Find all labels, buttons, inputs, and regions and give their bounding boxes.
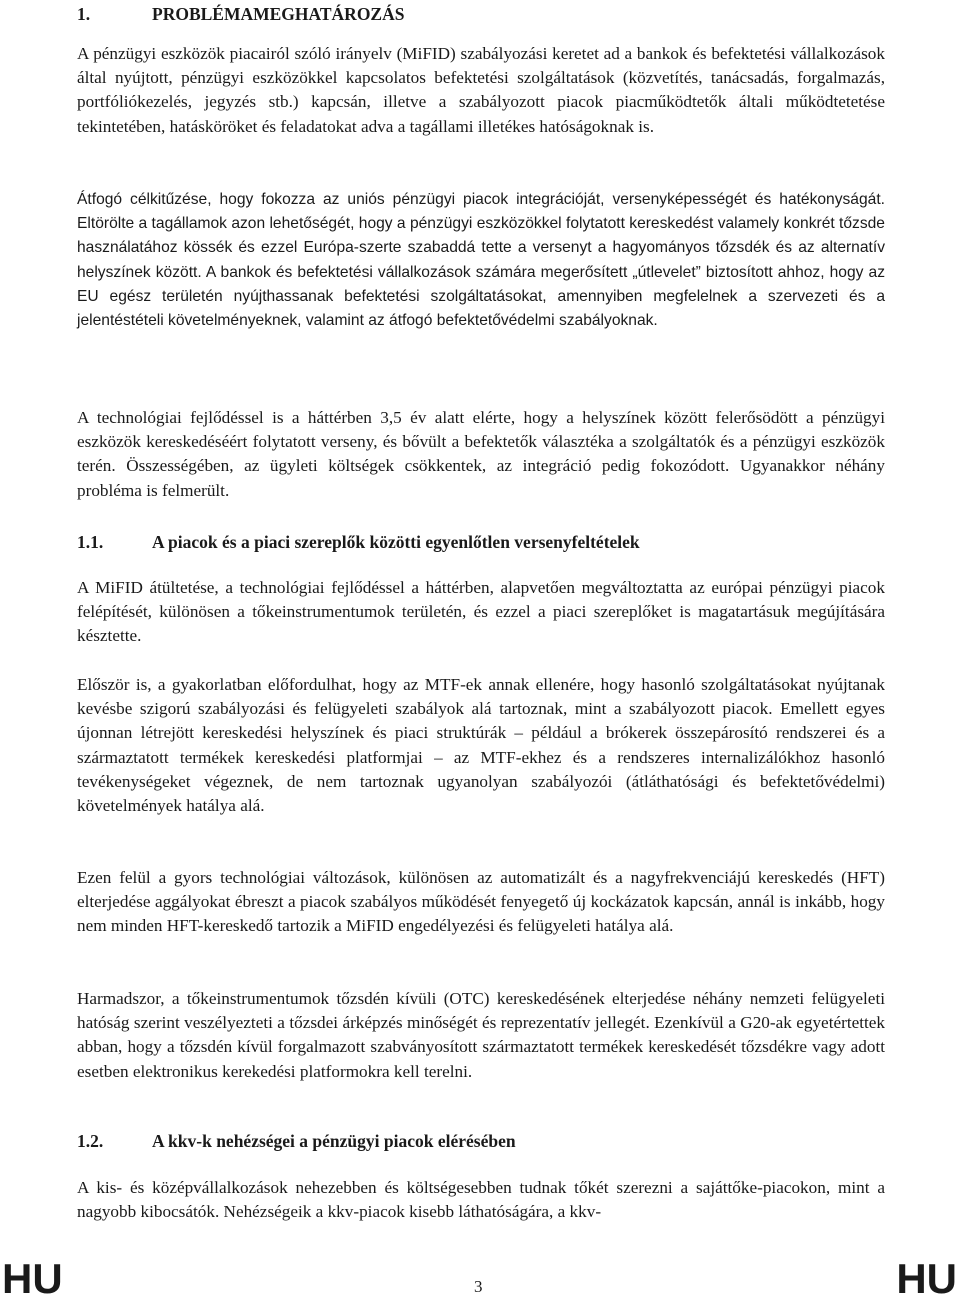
footer-language-label-left: HU [2, 1255, 63, 1302]
section-heading-1-2 [77, 1131, 516, 1151]
section-title: A kkv-k nehézségei a pénzügyi piacok elérésében [152, 1131, 516, 1151]
paragraph-objective-text: Átfogó célkitűzése, hogy fokozza az uniós pénzügyi piacok integrációját, versenyképességét és hatékonyságát. Eltörölte a tagállamok azon lehetőségét, hogy a pénzügyi eszközökkel folytatott kereskedést valamely konkrét tőzsde használatához kössék és ezzel Európa-szerte szabaddá tette a versenyt a hagyományos tőzsdék és az alternatív helyszínek között. A bankok és befektetési vállalkozások számára megerősített „útlevelet” biztosított ahhoz, hogy az EU egész területén nyújthassanak befektetési szolgáltatásokat, amennyiben megfelelnek a szervezeti és a jelentéstételi követelményeknek, valamint az átfogó befektetővédelmi szabályoknak. [77, 191, 885, 330]
section-title: PROBLÉMAMEGHATÁROZÁS [152, 4, 405, 24]
section-number: 1.1. [77, 532, 104, 552]
section-heading-1 [77, 4, 404, 24]
section-number: 1.2. [77, 1131, 104, 1151]
section-heading-1-1 [77, 532, 640, 552]
paragraph-technology: A technológiai fejlődéssel is a háttérben 3,5 év alatt elérte, hogy a helyszínek között felerősödött a pénzügyi eszközök kereskedéséért folytatott verseny, és bővült a befektetők választéka a szolgáltatók és a pénzügyi eszközök terén. Összességében, az ügyleti költségek csökkentek, az integráció pedig fokozódott. Ugyanakkor néhány probléma is felmerült. [77, 408, 885, 500]
paragraph-mtf: Először is, a gyakorlatban előfordulhat, hogy az MTF-ek annak ellenére, hogy hasonló szolgáltatásokat nyújtanak kevésbe szigorú szabályozási és felügyeleti szabályok alá tartoznak, mint a szabályozott piacok. Emellett egyes újonnan létrejött kereskedési helyszínek és piaci struktúrák – például a brókerek összepárosító rendszerei és a származtatott termékek kereskedési platformjai – az MTF-ekhez és a rendszeres internalizálókhoz hasonló tevékenységeket végeznek, de nem tartoznak ugyanolyan szabályozói (átláthatósági és befektetővédelmi) követelmények hatálya alá. [77, 675, 885, 816]
footer-language-label-right: HU [896, 1255, 957, 1302]
section-number: 1. [77, 4, 91, 24]
page-number: 3 [474, 1277, 483, 1296]
section-title: A piacok és a piaci szereplők közötti egyenlőtlen versenyfeltételek [152, 532, 640, 552]
paragraph-objective [77, 188, 885, 333]
paragraph-sme: A kis- és középvállalkozások nehezebben és költségesebben tudnak tőkét szerezni a sajáttőke-piacokon, mint a nagyobb kibocsátók. Nehézségeik a kkv-piacok kisebb láthatóságára, a kkv- [77, 1178, 885, 1222]
paragraph-otc: Harmadszor, a tőkeinstrumentumok tőzsdén kívüli (OTC) kereskedésének elterjedése néhány nemzeti felügyeleti hatóság szerint veszélyezteti a tőzsdei árképzés minőségét és reprezentatív jellegét. Ezenkívül a G20-ak egyetértettek abban, hogy a tőzsdén kívül forgalmazott szabványosított származtatott termékek kereskedését tőzsdékre vagy adott esetben elektronikus kerekedési platformokra kell terelni. [77, 989, 885, 1081]
paragraph-hft: Ezen felül a gyors technológiai változások, különösen az automatizált és a nagyfrekvenciájú kereskedés (HFT) elterjedése aggályokat ébreszt a piacok szabályos működését fenyegető új kockázatok kapcsán, annál is inkább, hogy nem minden HFT-kereskedő tartozik a MiFID engedélyezési és felügyeleti hatálya alá. [77, 868, 885, 936]
paragraph-mifid-intro: A pénzügyi eszközök piacairól szóló irányelv (MiFID) szabályozási keretet ad a bankok és befektetési vállalkozások által nyújtott, pénzügyi eszközökkel kapcsolatos befektetési szolgáltatások (közvetítés, tanácsadás, forgalmazás, portfóliókezelés, jegyzés stb.) kapcsán, illetve a szabályozott piacok piacműködtetők általi működtetetése tekintetében, hatásköröket és feladatokat adva a tagállami illetékes hatóságoknak is. [77, 44, 885, 136]
paragraph-transposition: A MiFID átültetése, a technológiai fejlődéssel a háttérben, alapvetően megváltoztatta az európai pénzügyi piacok felépítését, különösen a tőkeinstrumentumok területén, és ezzel a piaci szereplőket is magatartásuk megújítására késztette. [77, 578, 885, 646]
